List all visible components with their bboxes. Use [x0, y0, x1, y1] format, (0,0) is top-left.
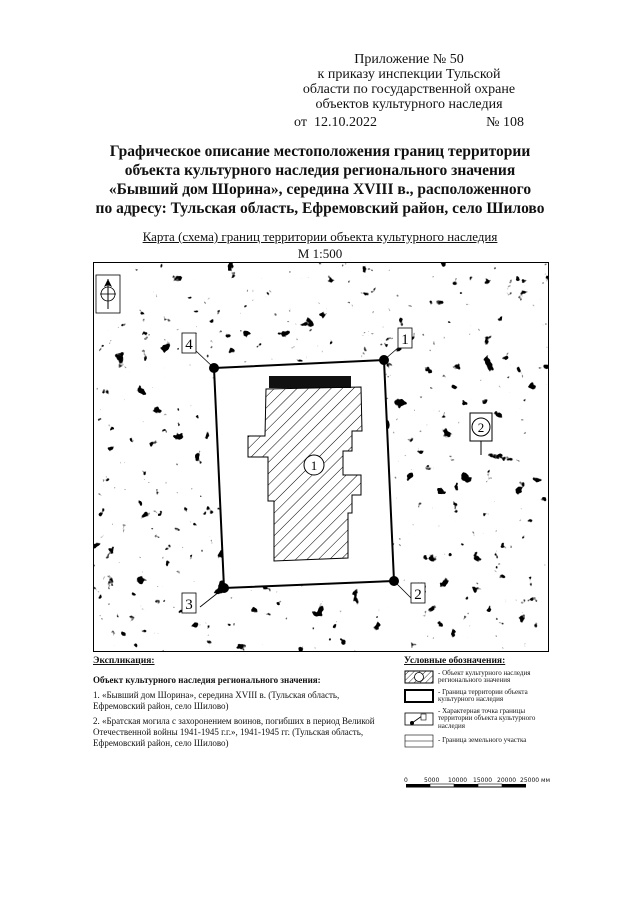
- explanation-heading: Экспликация:: [93, 656, 155, 666]
- legend-item-parcel: [404, 734, 554, 748]
- scale-label: 0: [404, 777, 408, 784]
- legend-item-text: - Характерная точка границы территории объекта культурного наследия: [438, 706, 536, 730]
- point-label-2: 2: [414, 587, 422, 603]
- appendix-header: [294, 52, 524, 130]
- explanation-subheading: Объект культурного наследия регионального значения:: [93, 675, 321, 685]
- title-line: Графическое описание местоположения границ территории: [109, 143, 531, 160]
- map-scale: М 1:500: [297, 246, 343, 261]
- point-label-1: 1: [401, 332, 409, 348]
- object-1-label: 1: [310, 458, 318, 473]
- order-date-row: [294, 115, 524, 130]
- title-line: по адресу: Тульская область, Ефремовский район, село Шилово: [95, 200, 545, 217]
- scale-label: 15000: [473, 777, 493, 784]
- document-title: [80, 142, 560, 218]
- explanation-block: [93, 656, 383, 749]
- object-2-label: 2: [477, 420, 485, 435]
- scale-label: 25000 мм: [520, 777, 551, 784]
- explanation-item: 2. «Братская могила с захоронением воинов, погибших в период Великой Отечественной войны 1941-1945 г.г.», 1941-1945 гг. (Тульская область, Ефремовский район, село Шилово): [93, 716, 375, 748]
- appendix-line: Приложение № 50: [354, 52, 464, 67]
- order-date: 12.10.2022: [313, 115, 377, 130]
- appendix-line: к приказу инспекции Тульской: [317, 67, 501, 82]
- scale-label: 5000: [424, 777, 440, 784]
- legend-parcel-symbol: [404, 734, 434, 748]
- boundary-map: [93, 262, 549, 652]
- legend-item-point: [404, 708, 554, 731]
- legend-heading: Условные обозначения:: [404, 656, 506, 666]
- legend-point-symbol: [404, 712, 434, 726]
- legend-object-symbol: [404, 670, 434, 684]
- point-label-3: 3: [185, 597, 193, 613]
- legend-item-text: - Граница территории объекта культурного наследия: [438, 687, 528, 703]
- title-line: «Бывший дом Шорина», середина XVIII в., расположенного: [108, 181, 532, 198]
- order-number: № 108: [486, 115, 524, 130]
- appendix-line: области по государственной охране: [302, 82, 516, 97]
- legend-block: [404, 658, 554, 752]
- scale-label: 20000: [497, 777, 517, 784]
- appendix-line: объектов культурного наследия: [315, 97, 503, 112]
- legend-boundary-symbol: [404, 689, 434, 703]
- map-caption: Карта (схема) границ территории объекта культурного наследия: [142, 229, 498, 244]
- date-prefix: от: [294, 115, 307, 130]
- legend-item-text: - Граница земельного участка: [438, 736, 527, 745]
- roof-edge: [269, 376, 351, 388]
- legend-item-text: - Объект культурного наследия регионального значения: [438, 668, 531, 684]
- title-line: объекта культурного наследия регионального значения: [124, 162, 516, 179]
- map-svg: [94, 263, 548, 651]
- legend-item-object: [404, 670, 554, 685]
- explanation-item: 1. «Бывший дом Шорина», середина XVIII в. (Тульская область, Ефремовский район, село Шилово): [93, 690, 340, 711]
- legend-item-boundary: [404, 689, 554, 704]
- point-label-4: 4: [185, 337, 193, 353]
- scale-label: 10000: [448, 777, 468, 784]
